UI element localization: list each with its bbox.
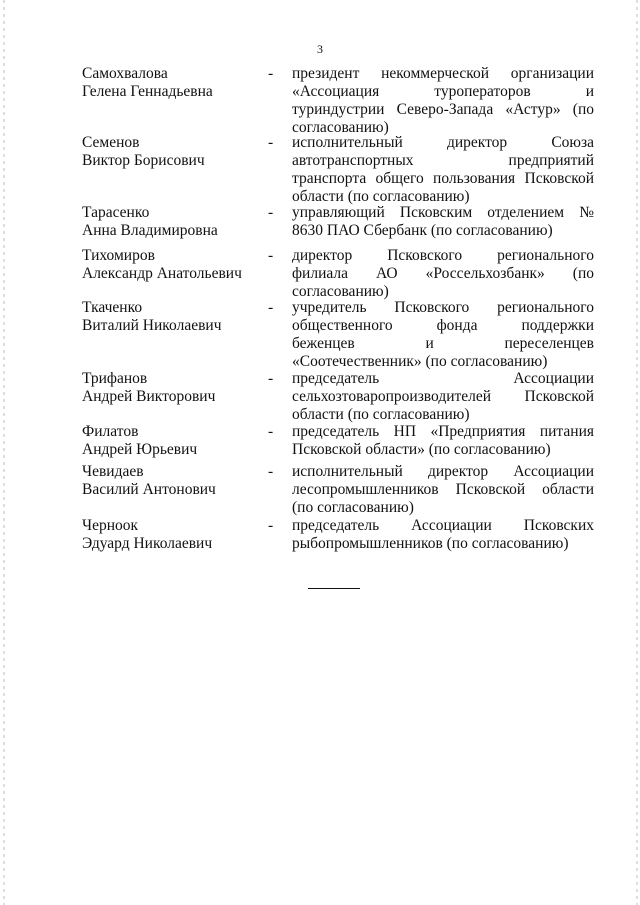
- member-surname: Филатов: [82, 423, 139, 440]
- member-given-name: Виктор Борисович: [82, 152, 205, 169]
- scan-edge-right: [636, 0, 638, 905]
- member-name: [82, 134, 268, 170]
- member-row: [82, 299, 594, 371]
- member-dash: -: [268, 423, 274, 440]
- member-role-line: рыбопромышленников (по согласованию): [292, 535, 569, 552]
- member-row: [82, 134, 594, 206]
- member-surname: Трифанов: [82, 370, 148, 387]
- member-given-name: Александр Анатольевич: [82, 265, 242, 282]
- member-role: [292, 370, 594, 424]
- member-name: [82, 517, 268, 553]
- member-given-name: Андрей Викторович: [82, 388, 216, 405]
- member-role-line: Псковской области» (по согласованию): [292, 441, 551, 458]
- member-role-line: «Соотечественник» (по согласованию): [292, 353, 548, 370]
- member-row: [82, 463, 594, 517]
- member-role: [292, 463, 594, 517]
- member-role-line: 8630 ПАО Сбербанк (по согласованию): [292, 222, 553, 239]
- member-surname: Самохвалова: [82, 65, 168, 82]
- member-role-line: (по согласованию): [292, 499, 414, 516]
- member-row: [82, 423, 594, 459]
- page-number: 3: [317, 42, 323, 56]
- member-role-line: «Ассоциация туроператоров и: [292, 83, 594, 100]
- member-given-name: Эдуард Николаевич: [82, 535, 213, 552]
- member-dash: -: [268, 65, 274, 82]
- member-role-line: согласованию): [292, 119, 389, 136]
- member-given-name: Анна Владимировна: [82, 222, 218, 239]
- member-name: [82, 423, 268, 459]
- member-surname: Семенов: [82, 134, 140, 151]
- member-role: [292, 517, 594, 553]
- member-row: [82, 204, 594, 240]
- member-role-line: общественного фонда поддержки: [292, 317, 594, 334]
- member-name: [82, 65, 268, 101]
- member-role-line: директор Псковского регионального: [292, 247, 594, 264]
- member-role-line: автотранспортных предприятий: [292, 152, 594, 169]
- member-given-name: Виталий Николаевич: [82, 317, 222, 334]
- member-name: [82, 463, 268, 499]
- member-role-line: председатель Ассоциации Псковских: [292, 517, 594, 534]
- member-given-name: Василий Антонович: [82, 481, 216, 498]
- member-role-line: транспорта общего пользования Псковской: [292, 170, 594, 187]
- member-dash: -: [268, 463, 274, 480]
- member-role-line: лесопромышленников Псковской области: [292, 481, 594, 498]
- member-dash: -: [268, 299, 274, 316]
- member-role-line: беженцев и переселенцев: [292, 335, 594, 352]
- member-dash: -: [268, 134, 274, 151]
- member-role: [292, 65, 594, 137]
- member-role: [292, 299, 594, 371]
- member-role-line: президент некоммерческой организации: [292, 65, 594, 82]
- member-role-line: исполнительный директор Союза: [292, 134, 594, 151]
- member-surname: Ткаченко: [82, 299, 143, 316]
- member-role-line: управляющий Псковским отделением №: [292, 204, 594, 221]
- member-role: [292, 423, 594, 459]
- member-surname: Черноок: [82, 517, 139, 534]
- member-role: [292, 204, 594, 240]
- member-role-line: филиала АО «Россельхозбанк» (по: [292, 265, 594, 282]
- member-role-line: председатель НП «Предприятия питания: [292, 423, 594, 440]
- member-surname: Тарасенко: [82, 204, 150, 221]
- member-name: [82, 247, 268, 283]
- member-role: [292, 247, 594, 301]
- member-name: [82, 370, 268, 406]
- scan-edge-left: [3, 0, 5, 905]
- member-role-line: туриндустрии Северо-Запада «Астур» (по: [292, 101, 594, 118]
- member-given-name: Андрей Юрьевич: [82, 441, 198, 458]
- member-surname: Тихомиров: [82, 247, 155, 264]
- member-role-line: учредитель Псковского регионального: [292, 299, 594, 316]
- member-row: [82, 65, 594, 137]
- member-dash: -: [268, 517, 274, 534]
- member-role-line: сельхозтоваропроизводителей Псковской: [292, 388, 594, 405]
- member-row: [82, 370, 594, 424]
- member-dash: -: [268, 247, 274, 264]
- member-role: [292, 134, 594, 206]
- member-given-name: Гелена Геннадьевна: [82, 83, 213, 100]
- member-dash: -: [268, 204, 274, 221]
- member-role-line: области (по согласованию): [292, 188, 470, 205]
- member-surname: Чевидаев: [82, 463, 144, 480]
- end-rule: [308, 588, 360, 589]
- member-role-line: области (по согласованию): [292, 406, 470, 423]
- member-role-line: исполнительный директор Ассоциации: [292, 463, 594, 480]
- member-name: [82, 204, 268, 240]
- member-role-line: согласованию): [292, 283, 389, 300]
- member-name: [82, 299, 268, 335]
- member-role-line: председатель Ассоциации: [292, 370, 594, 387]
- member-row: [82, 247, 594, 301]
- member-dash: -: [268, 370, 274, 387]
- member-row: [82, 517, 594, 553]
